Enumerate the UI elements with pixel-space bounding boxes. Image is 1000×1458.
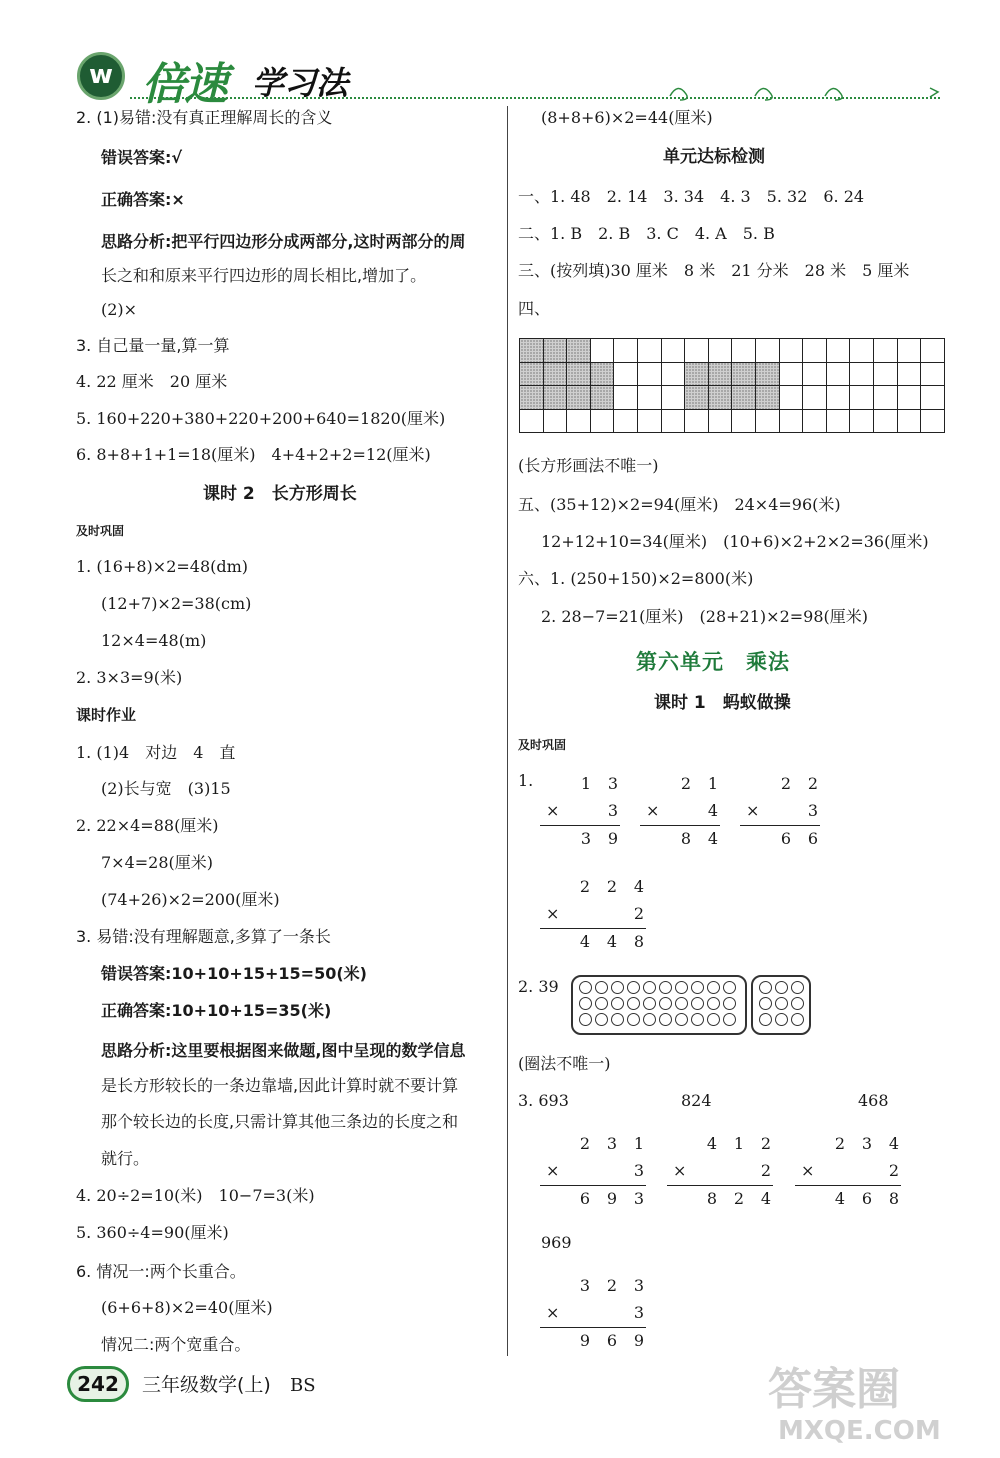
multiplier-digit: 2 — [633, 904, 645, 923]
grid-cell-shaded — [755, 386, 779, 410]
multiplicand-digit: 4 — [633, 877, 645, 896]
left-line-27: 4. 20÷2=10(米) 10−7=3(米) — [76, 1186, 315, 1205]
multiplicand-digit: 1 — [707, 774, 719, 793]
right-line-1: (8+8+6)×2=44(厘米) — [541, 108, 713, 127]
grid-cell-shaded — [732, 386, 756, 410]
product-digit: 9 — [633, 1331, 645, 1350]
grid-cell — [897, 409, 921, 433]
grid-cell — [637, 362, 661, 386]
circle-icon — [579, 997, 592, 1010]
left-line-6: (2)× — [101, 300, 138, 319]
circle-icon — [791, 981, 804, 994]
circle-icon — [611, 1013, 624, 1026]
grid-cell-shaded — [567, 362, 591, 386]
times-sign: × — [673, 1161, 687, 1180]
grid-cell — [873, 409, 897, 433]
circle-icon — [707, 997, 720, 1010]
circle-icon — [659, 981, 672, 994]
result-rule — [795, 1185, 901, 1186]
grid-cell — [921, 409, 945, 433]
grid-row — [520, 409, 945, 433]
product-digit: 4 — [606, 932, 618, 951]
times-sign: × — [801, 1161, 815, 1180]
grid-cell — [850, 409, 874, 433]
grid-cell — [803, 362, 827, 386]
multiplicand-digit: 3 — [606, 1134, 618, 1153]
grid-cell — [637, 409, 661, 433]
result-rule — [640, 825, 720, 826]
right-q3-d: 969 — [541, 1233, 572, 1252]
product-digit: 6 — [780, 829, 792, 848]
circle-icon — [659, 1013, 672, 1026]
circle-icon — [595, 997, 608, 1010]
grid-cell — [732, 409, 756, 433]
left-line-1: 2. (1)易错:没有真正理解周长的含义 — [76, 108, 333, 127]
grid-cell — [543, 409, 567, 433]
grid-cell-shaded — [520, 339, 544, 363]
circle-icon — [723, 1013, 736, 1026]
right-line-8: 12+12+10=34(厘米) (10+6)×2+2×2=36(厘米) — [541, 532, 929, 551]
grid-cell — [897, 339, 921, 363]
result-rule — [540, 1185, 646, 1186]
multiplier-digit: 2 — [760, 1161, 772, 1180]
multiplication-5 — [540, 1133, 646, 1213]
product-digit: 3 — [633, 1189, 645, 1208]
left-line-13: 12×4=48(m) — [101, 631, 207, 650]
circle-icon — [595, 981, 608, 994]
multiplier-digit: 3 — [807, 801, 819, 820]
circle-icon — [611, 997, 624, 1010]
grid-cell — [779, 409, 803, 433]
grid-cell — [590, 409, 614, 433]
right-line-9: 六、1. (250+150)×2=800(米) — [518, 569, 754, 588]
product-digit: 4 — [579, 932, 591, 951]
right-line-7: 五、(35+12)×2=94(厘米) 24×4=96(米) — [518, 495, 841, 514]
grid-cell-shaded — [567, 339, 591, 363]
grid-cell — [779, 386, 803, 410]
multiplier-digit: 3 — [633, 1161, 645, 1180]
multiplicand-digit: 4 — [888, 1134, 900, 1153]
multiplicand-digit: 2 — [760, 1134, 772, 1153]
grid-cell — [826, 362, 850, 386]
multiplication-6 — [667, 1133, 773, 1213]
grid-cell — [921, 386, 945, 410]
grid-cell-shaded — [520, 362, 544, 386]
multiplication-3 — [740, 773, 820, 853]
product-digit: 3 — [580, 829, 592, 848]
multiplicand-digit: 1 — [733, 1134, 745, 1153]
right-q3-label: 3. 693 — [518, 1091, 569, 1110]
right-line-6: (长方形画法不唯一) — [518, 456, 659, 475]
right-q2-label: 2. 39 — [518, 977, 559, 996]
right-q1-label: 1. — [518, 771, 534, 790]
right-line-10: 2. 28−7=21(厘米) (28+21)×2=98(厘米) — [541, 607, 868, 626]
multiplicand-digit: 2 — [606, 877, 618, 896]
circle-icon — [707, 981, 720, 994]
multiplicand-digit: 1 — [580, 774, 592, 793]
multiplier-digit: 3 — [607, 801, 619, 820]
circle-group-thirty — [571, 975, 747, 1035]
left-line-11: 1. (16+8)×2=48(dm) — [76, 557, 249, 576]
grid-cell-shaded — [590, 362, 614, 386]
grid-cell — [826, 339, 850, 363]
multiplicand-digit: 2 — [579, 877, 591, 896]
grid-cell — [897, 362, 921, 386]
product-digit: 8 — [888, 1189, 900, 1208]
grid-cell — [873, 386, 897, 410]
grid-cell-shaded — [708, 362, 732, 386]
grid-cell — [779, 362, 803, 386]
left-line-19: (74+26)×2=200(厘米) — [101, 890, 280, 909]
circle-icon — [691, 997, 704, 1010]
multiplicand-digit: 2 — [834, 1134, 846, 1153]
multiplicand-digit: 2 — [807, 774, 819, 793]
left-line-26: 就行。 — [101, 1149, 150, 1168]
left-line-29: 6. 情况一:两个长重合。 — [76, 1262, 246, 1281]
grid-cell — [850, 362, 874, 386]
circle-icon — [579, 981, 592, 994]
grid-cell-shaded — [590, 386, 614, 410]
lesson2-heading: 课时 2 长方形周长 — [203, 484, 357, 504]
right-line-3: 二、1. B 2. B 3. C 4. A 5. B — [518, 224, 775, 243]
left-line-8: 4. 22 厘米 20 厘米 — [76, 372, 228, 391]
product-digit: 9 — [579, 1331, 591, 1350]
result-rule — [540, 928, 646, 929]
grid-cell-shaded — [543, 339, 567, 363]
multiplication-2 — [640, 773, 720, 853]
product-digit: 6 — [861, 1189, 873, 1208]
grid-cell — [897, 386, 921, 410]
left-line-17: 2. 22×4=88(厘米) — [76, 816, 219, 835]
grid-cell — [614, 386, 638, 410]
left-line-2: 错误答案:√ — [101, 148, 183, 167]
circle-icon — [627, 997, 640, 1010]
product-digit: 9 — [606, 1189, 618, 1208]
product-digit: 4 — [707, 829, 719, 848]
grid-cell — [850, 386, 874, 410]
circle-icon — [579, 1013, 592, 1026]
grid-cell — [921, 362, 945, 386]
times-sign: × — [546, 1161, 560, 1180]
left-line-3: 正确答案:× — [101, 190, 185, 209]
multiplier-digit: 2 — [888, 1161, 900, 1180]
circle-icon — [759, 981, 772, 994]
column-divider — [507, 106, 508, 1356]
grid-cell — [850, 339, 874, 363]
logo-char: w — [88, 60, 114, 90]
multiplicand-digit: 3 — [633, 1276, 645, 1295]
page-number: 242 — [77, 1372, 119, 1396]
book-title: 三年级数学(上) — [142, 1374, 271, 1396]
grid-cell — [755, 409, 779, 433]
shaded-grid-figure — [519, 338, 945, 433]
right-subhead-consolidate: 及时巩固 — [518, 738, 567, 752]
brand-small: 学习法 — [252, 64, 349, 102]
grid-row — [520, 339, 945, 363]
multiplicand-digit: 2 — [606, 1276, 618, 1295]
left-line-22: 正确答案:10+10+15=35(米) — [101, 1001, 332, 1020]
circle-icon — [775, 1013, 788, 1026]
circle-icon — [675, 981, 688, 994]
right-line-5: 四、 — [518, 299, 551, 318]
result-rule — [540, 825, 620, 826]
left-line-24: 是长方形较长的一条边靠墙,因此计算时就不要计算 — [101, 1076, 459, 1095]
multiplication-7 — [795, 1133, 901, 1213]
grid-cell-shaded — [520, 386, 544, 410]
left-line-23: 思路分析:这里要根据图来做题,图中呈现的数学信息 — [101, 1041, 466, 1060]
grid-cell — [803, 409, 827, 433]
circle-icon — [759, 1013, 772, 1026]
left-line-30: (6+6+8)×2=40(厘米) — [101, 1298, 273, 1317]
multiplicand-digit: 2 — [680, 774, 692, 793]
multiplicand-digit: 3 — [607, 774, 619, 793]
left-subhead-homework: 课时作业 — [76, 706, 137, 724]
left-line-12: (12+7)×2=38(cm) — [101, 594, 252, 613]
circle-icon — [659, 997, 672, 1010]
grid-cell — [873, 362, 897, 386]
times-sign: × — [546, 1303, 560, 1322]
circle-icon — [643, 981, 656, 994]
product-digit: 2 — [733, 1189, 745, 1208]
circle-icon — [627, 981, 640, 994]
left-line-9: 5. 160+220+380+220+200+640=1820(厘米) — [76, 409, 446, 428]
page-number-badge — [67, 1366, 129, 1402]
circle-icon — [723, 981, 736, 994]
left-line-31: 情况二:两个宽重合。 — [101, 1335, 251, 1354]
product-digit: 4 — [760, 1189, 772, 1208]
multiplicand-digit: 4 — [706, 1134, 718, 1153]
left-line-21: 错误答案:10+10+15+15=50(米) — [101, 964, 367, 983]
times-sign: × — [746, 801, 760, 820]
grid-cell — [520, 409, 544, 433]
left-line-25: 那个较长边的长度,只需计算其他三条边的长度之和 — [101, 1112, 459, 1131]
circle-icon — [791, 997, 804, 1010]
left-subhead-consolidate: 及时巩固 — [76, 524, 125, 538]
logo-badge — [77, 52, 125, 100]
right-q2-note: (圈法不唯一) — [518, 1054, 611, 1073]
grid-cell-shaded — [755, 362, 779, 386]
grid-cell-shaded — [543, 362, 567, 386]
multiplicand-digit: 3 — [579, 1276, 591, 1295]
circle-icon — [791, 1013, 804, 1026]
grid-cell — [614, 362, 638, 386]
result-rule — [540, 1327, 646, 1328]
grid-cell — [708, 409, 732, 433]
times-sign: × — [546, 801, 560, 820]
grid-cell — [921, 339, 945, 363]
left-line-28: 5. 360÷4=90(厘米) — [76, 1223, 229, 1242]
multiplier-digit: 3 — [633, 1303, 645, 1322]
multiplicand-digit: 3 — [861, 1134, 873, 1153]
circle-icon — [627, 1013, 640, 1026]
grid-cell — [614, 409, 638, 433]
circle-icon — [611, 981, 624, 994]
grid-cell — [614, 339, 638, 363]
right-line-4: 三、(按列填)30 厘米 8 米 21 分米 28 米 5 厘米 — [518, 261, 910, 280]
circle-icon — [691, 1013, 704, 1026]
grid-cell-shaded — [567, 386, 591, 410]
left-line-15: 1. (1)4 对边 4 直 — [76, 743, 236, 762]
grid-cell — [590, 339, 614, 363]
grid-cell-shaded — [685, 386, 709, 410]
left-line-20: 3. 易错:没有理解题意,多算了一条长 — [76, 927, 331, 946]
times-sign: × — [646, 801, 660, 820]
grid-cell — [661, 386, 685, 410]
multiplicand-digit: 1 — [633, 1134, 645, 1153]
circle-group-nine — [751, 975, 811, 1035]
product-digit: 4 — [834, 1189, 846, 1208]
grid-cell — [873, 339, 897, 363]
left-line-10: 6. 8+8+1+1=18(厘米) 4+4+2+2=12(厘米) — [76, 445, 431, 464]
grid-cell — [661, 362, 685, 386]
left-line-5: 长之和和原来平行四边形的周长相比,增加了。 — [101, 266, 427, 285]
grid-cell-shaded — [685, 362, 709, 386]
grid-cell — [567, 409, 591, 433]
product-digit: 8 — [680, 829, 692, 848]
times-sign: × — [546, 904, 560, 923]
grid-cell — [803, 339, 827, 363]
product-digit: 8 — [706, 1189, 718, 1208]
circle-icon — [707, 1013, 720, 1026]
grid-cell-shaded — [708, 386, 732, 410]
circle-icon — [643, 1013, 656, 1026]
grid-cell — [826, 386, 850, 410]
right-q3-c: 468 — [858, 1091, 889, 1110]
multiplication-8 — [540, 1275, 646, 1355]
grid-cell — [685, 339, 709, 363]
multiplicand-digit: 2 — [579, 1134, 591, 1153]
product-digit: 6 — [579, 1189, 591, 1208]
grid-cell — [708, 339, 732, 363]
result-rule — [740, 825, 820, 826]
grid-cell — [826, 409, 850, 433]
grid-cell — [732, 339, 756, 363]
book-edition: BS — [290, 1375, 316, 1396]
left-line-7: 3. 自己量一量,算一算 — [76, 336, 230, 355]
circle-icon — [691, 981, 704, 994]
product-digit: 9 — [607, 829, 619, 848]
grid-cell — [661, 409, 685, 433]
grid-cell — [755, 339, 779, 363]
multiplier-digit: 4 — [707, 801, 719, 820]
grid-row — [520, 386, 945, 410]
grid-cell — [685, 409, 709, 433]
circle-icon — [759, 997, 772, 1010]
circle-icon — [775, 981, 788, 994]
product-digit: 8 — [633, 932, 645, 951]
header — [0, 0, 1000, 110]
left-line-18: 7×4=28(厘米) — [101, 853, 214, 872]
swirl-decoration-icon — [660, 78, 950, 104]
right-line-2: 一、1. 48 2. 14 3. 34 4. 3 5. 32 6. 24 — [518, 187, 865, 206]
left-line-14: 2. 3×3=9(米) — [76, 668, 183, 687]
brand-big: 倍速 — [142, 59, 226, 110]
product-digit: 6 — [807, 829, 819, 848]
unit-test-heading: 单元达标检测 — [663, 147, 765, 167]
grid-cell — [637, 386, 661, 410]
result-rule — [667, 1185, 773, 1186]
watermark-big: 答案圈 — [768, 1364, 900, 1415]
grid-cell-shaded — [543, 386, 567, 410]
right-q3-b: 824 — [681, 1091, 712, 1110]
multiplication-1 — [540, 773, 620, 853]
circle-icon — [675, 997, 688, 1010]
product-digit: 6 — [606, 1331, 618, 1350]
left-line-16: (2)长与宽 (3)15 — [101, 779, 231, 798]
grid-cell — [803, 386, 827, 410]
circle-icon — [675, 1013, 688, 1026]
multiplicand-digit: 2 — [780, 774, 792, 793]
lesson1-heading: 课时 1 蚂蚁做操 — [654, 693, 791, 713]
circle-icon — [775, 997, 788, 1010]
circle-icon — [723, 997, 736, 1010]
multiplication-4 — [540, 876, 646, 956]
grid-row — [520, 362, 945, 386]
grid-cell — [661, 339, 685, 363]
grid-cell-shaded — [732, 362, 756, 386]
circle-icon — [643, 997, 656, 1010]
left-line-4: 思路分析:把平行四边形分成两部分,这时两部分的周 — [101, 232, 466, 251]
circle-icon — [595, 1013, 608, 1026]
grid-cell — [779, 339, 803, 363]
grid-cell — [637, 339, 661, 363]
unit6-heading: 第六单元 乘法 — [636, 650, 790, 674]
watermark-small: MXQE.COM — [778, 1416, 941, 1446]
